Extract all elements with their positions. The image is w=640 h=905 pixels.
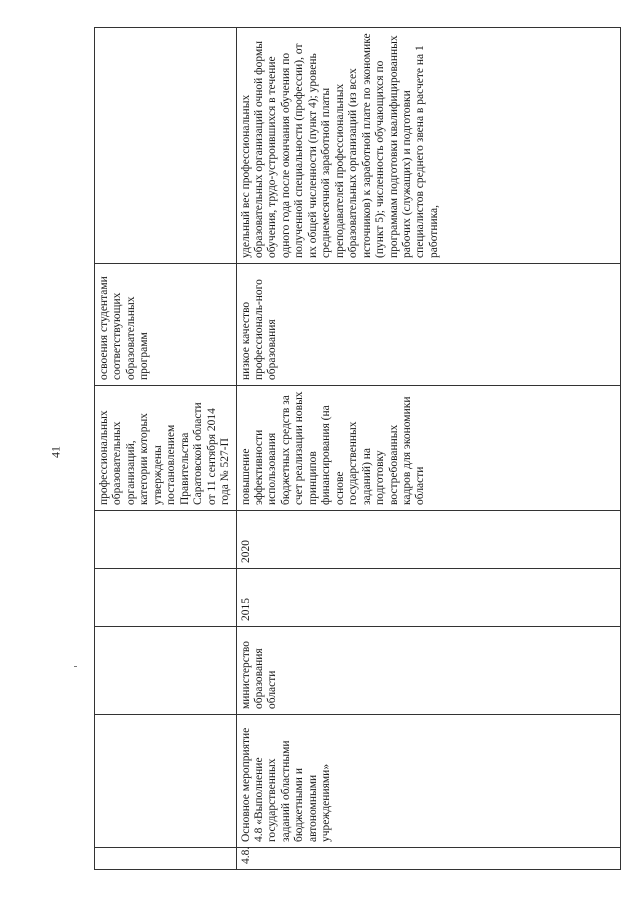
measure-number: 4.8. xyxy=(239,846,252,864)
expected-result-text: повышение эффективности использования бюджетных средств за счет реализации новых принципов финансирования (на основе государственных заданий) на подготовку востребованных кадров для экономики области xyxy=(239,391,427,505)
cell-executor xyxy=(236,627,620,715)
cell-year-end xyxy=(236,511,620,569)
cell-indicators xyxy=(236,28,620,264)
risk-top-text: освоения студентами соответствующих образовательных программ xyxy=(98,276,151,380)
cell-num xyxy=(236,848,620,870)
cell-target-groups xyxy=(95,386,237,511)
executor-text: министерство образования области xyxy=(239,641,279,709)
cell-indicators-empty xyxy=(95,28,237,264)
scan-speck xyxy=(74,666,77,667)
year-start: 2015 xyxy=(239,598,252,621)
year-end: 2020 xyxy=(239,540,252,563)
cell-year-start xyxy=(236,569,620,627)
measure-title: Основное мероприятие 4.8 «Выполнение государственных заданий областными бюджетными и автономными учреждениями» xyxy=(239,727,333,842)
cell-year-end-empty xyxy=(95,511,237,569)
table-row-continuation xyxy=(95,28,237,870)
cell-year-start-empty xyxy=(95,569,237,627)
cell-risk-top xyxy=(95,264,237,386)
cell-num-empty xyxy=(95,848,237,870)
table-row-measure-4-8 xyxy=(236,28,620,870)
program-measures-table xyxy=(94,27,621,870)
cell-executor-empty xyxy=(95,627,237,715)
page-number: 41 xyxy=(48,446,63,458)
cell-expected-result xyxy=(236,386,620,511)
indicators-text: удельный вес профессиональных образовательных организаций очной формы обучения, трудо-устроившихся в течение одного года после окончания обучения по полученной специальности (профессии), от их общей численности (пункт 4); уровень среднемесячной заработной платы преподавателей профессиональных образовательных организаций (из всех источников) к заработной плате по экономике (пункт 5); численность обучающихся по программам подготовки квалифицированных рабочих (служащих) и подготовки специалистов среднего звена в расчете на 1 работника, xyxy=(239,33,440,258)
target-groups-text: профессиональных образовательных организаций, категории которых утверждены постановлением Правительства Саратовской области от 11 сентября 2014 года № 527-П xyxy=(98,402,232,505)
risk-text: низкое качество профессиональ-ного образования xyxy=(239,279,279,380)
rotated-table-area xyxy=(94,28,596,870)
cell-risk xyxy=(236,264,620,386)
cell-measure-empty xyxy=(95,715,237,848)
cell-measure xyxy=(236,715,620,848)
